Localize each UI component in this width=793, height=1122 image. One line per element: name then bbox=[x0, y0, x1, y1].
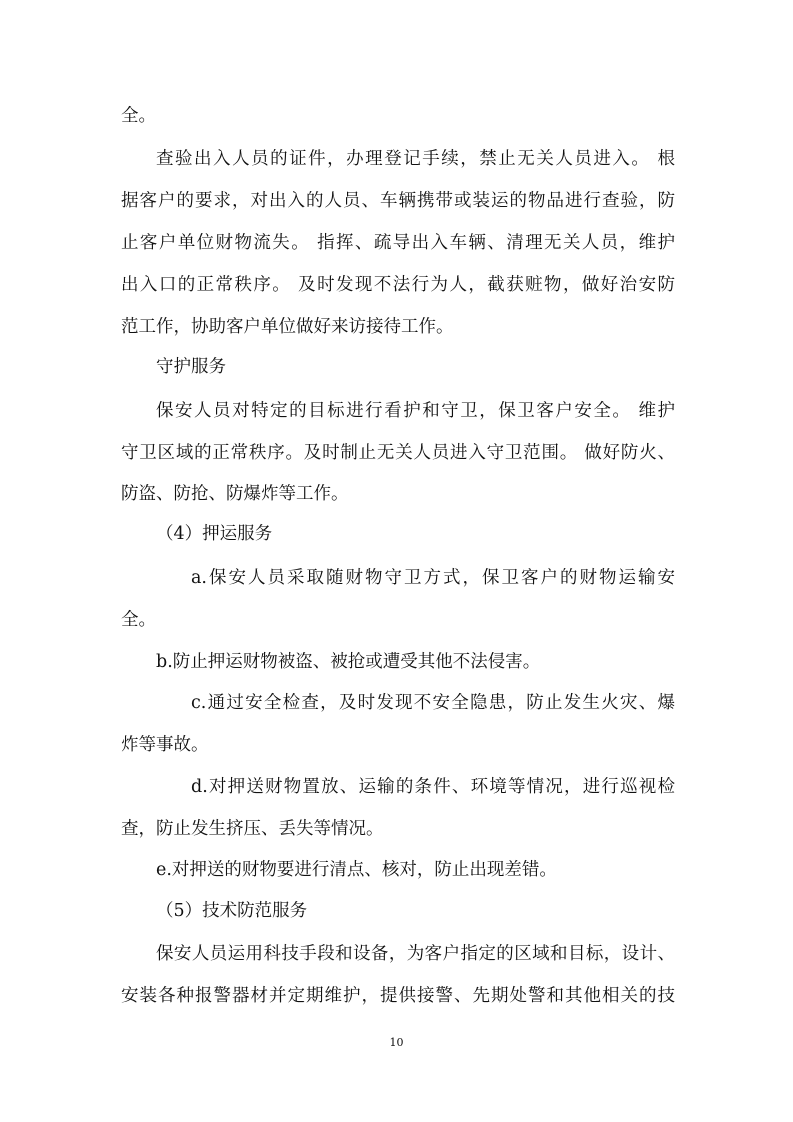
text-line-22: 安装各种报警器材并定期维护，提供接警、先期处警和其他相关的技 bbox=[121, 986, 675, 1006]
text-line-2: 查验出入人员的证件，办理登记手续，禁止无关人员进入。 根 bbox=[156, 149, 675, 169]
text-line-item-c-cont: 炸等事故。 bbox=[121, 735, 209, 755]
page-number: 10 bbox=[389, 1036, 404, 1049]
section-heading-guarding: 守护服务 bbox=[156, 357, 226, 377]
text-line-1: 全。 bbox=[121, 106, 156, 126]
text-line-9: 守卫区域的正常秩序。及时制止无关人员进入守卫范围。 做好防火、 bbox=[121, 443, 675, 463]
text-line-item-c: c.通过安全检查，及时发现不安全隐患，防止发生火灾、爆 bbox=[191, 693, 675, 713]
text-line-item-e: e.对押送的财物要进行清点、核对，防止出现差错。 bbox=[156, 860, 557, 880]
text-line-3: 据客户的要求，对出入的人员、车辆携带或装运的物品进行查验，防 bbox=[121, 191, 675, 211]
text-line-4: 止客户单位财物流失。 指挥、疏导出入车辆、清理无关人员，维护 bbox=[121, 233, 675, 253]
text-line-8: 保安人员对特定的目标进行看护和守卫，保卫客户安全。 维护 bbox=[156, 401, 675, 421]
text-line-item-a-cont: 全。 bbox=[121, 610, 156, 630]
text-line-6: 范工作，协助客户单位做好来访接待工作。 bbox=[121, 317, 454, 337]
text-line-21: 保安人员运用科技手段和设备，为客户指定的区域和目标，设计、 bbox=[156, 944, 675, 964]
section-heading-tech: （5）技术防范服务 bbox=[156, 901, 308, 921]
text-line-item-b: b.防止押运财物被盗、被抢或遭受其他不法侵害。 bbox=[156, 652, 541, 672]
text-line-item-d-cont: 查，防止发生挤压、丢失等情况。 bbox=[121, 819, 384, 839]
text-line-item-d: d.对押送财物置放、运输的条件、环境等情况，进行巡视检 bbox=[191, 777, 675, 797]
text-line-5: 出入口的正常秩序。 及时发现不法行为人，截获赃物，做好治安防 bbox=[121, 275, 675, 295]
text-line-item-a: a.保安人员采取随财物守卫方式，保卫客户的财物运输安 bbox=[191, 568, 675, 588]
section-heading-escort: （4）押运服务 bbox=[156, 524, 273, 544]
text-line-10: 防盗、防抢、防爆炸等工作。 bbox=[121, 484, 349, 504]
